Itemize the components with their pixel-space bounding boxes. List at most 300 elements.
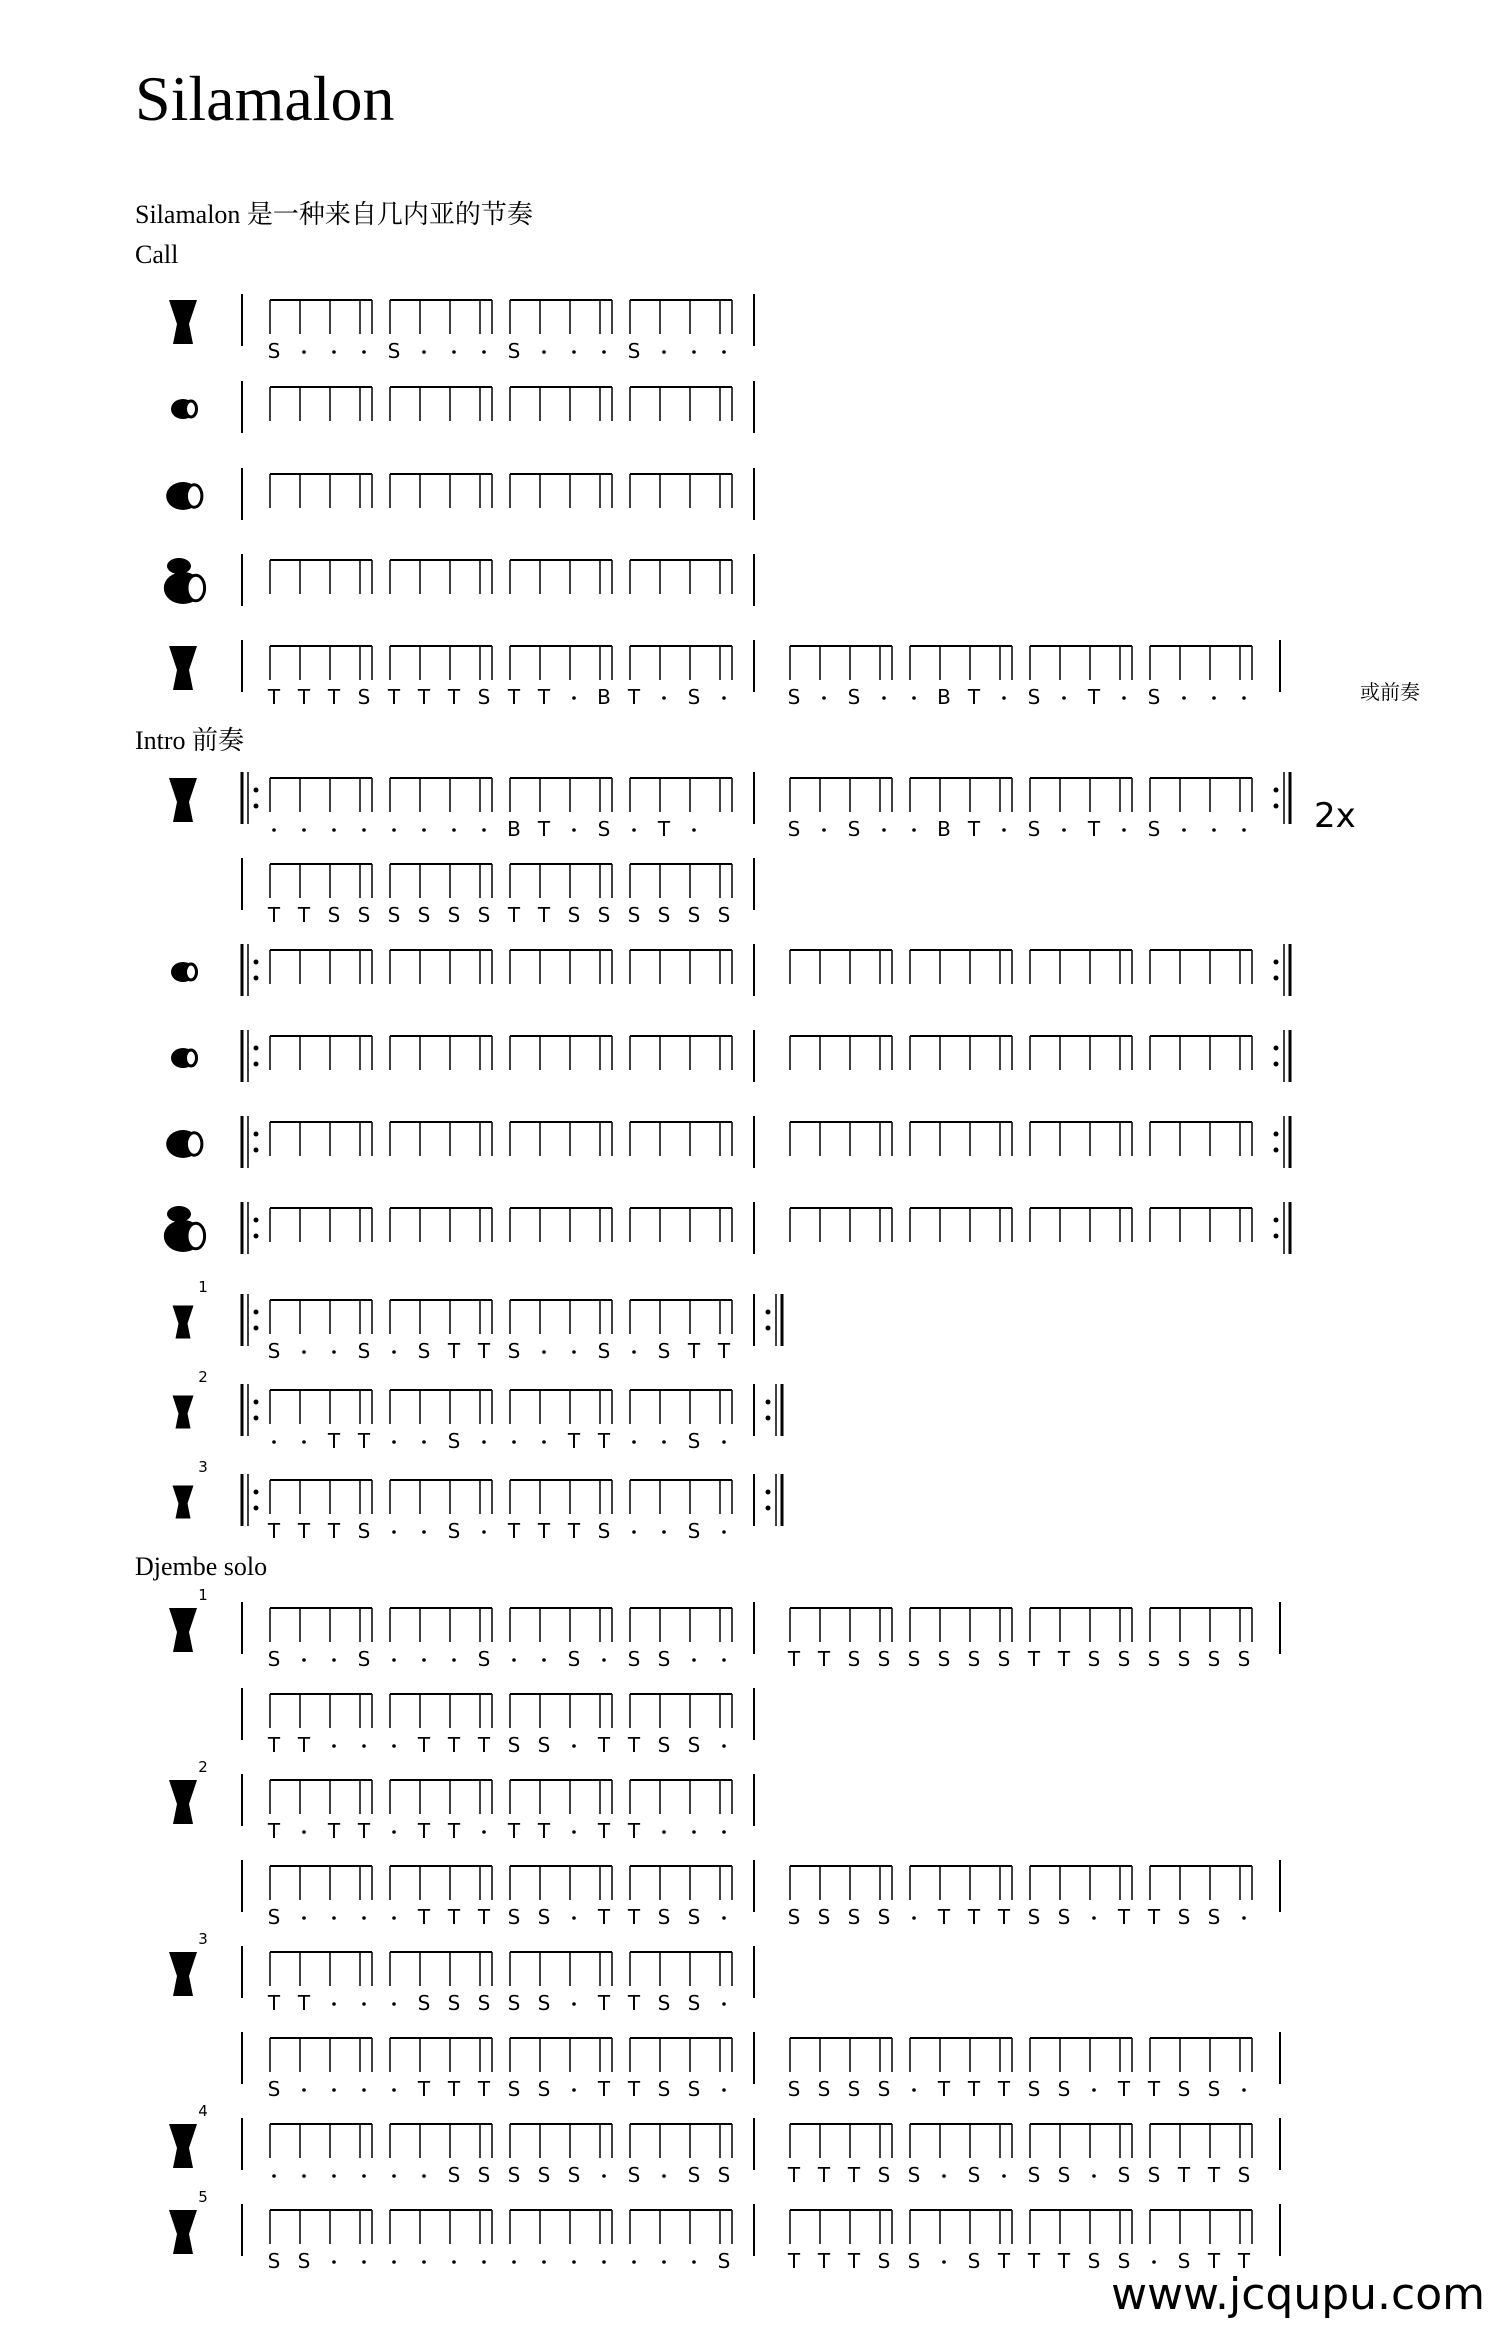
measure-g0-note: T <box>297 1733 311 1757</box>
measure-g3-note: S <box>717 2249 731 2273</box>
djembe-icon <box>169 2210 197 2254</box>
repeat-start-dot <box>254 1506 259 1511</box>
measure-g1-rest <box>392 828 396 832</box>
measure-g1-rest <box>482 828 486 832</box>
measure-g1-rest <box>392 1744 396 1748</box>
measure-g1-rest <box>912 2088 916 2092</box>
measure-g1-note: T <box>937 1905 951 1929</box>
measure-g0-note: S <box>787 685 801 709</box>
measure-g2-rest <box>1062 828 1066 832</box>
measure-g0-note: S <box>267 2077 281 2101</box>
measure-g0-note: S <box>787 1905 801 1929</box>
measure-g2-note: T <box>507 903 521 927</box>
repeat-end-dot <box>1274 960 1279 965</box>
measure-g3-note: S <box>687 903 701 927</box>
measure-g0-note: S <box>847 817 861 841</box>
variation-number: 2 <box>198 1758 208 1776</box>
measure-g2-rest <box>1092 1916 1096 1920</box>
measure-g2-note: S <box>537 1991 551 2015</box>
measure-g3-note: S <box>687 2077 701 2101</box>
measure-g2-note: S <box>1057 2077 1071 2101</box>
kenkeni-icon-head <box>186 964 197 980</box>
measure-g1-rest <box>482 350 486 354</box>
measure-g1-note: T <box>967 817 981 841</box>
repeat-end-dot <box>766 1400 771 1405</box>
measure-g3-note: S <box>1207 1647 1221 1671</box>
measure-g3-note: S <box>687 1905 701 1929</box>
measure-g0-rest <box>302 1830 306 1834</box>
measure-g0-note: T <box>297 685 311 709</box>
measure-g0-note: S <box>847 2077 861 2101</box>
repeat-end-dot <box>1274 1218 1279 1223</box>
measure-g2-note: T <box>567 1519 581 1543</box>
measure-g0-note: T <box>267 1819 281 1843</box>
measure-g1-note: T <box>417 685 431 709</box>
measure-g0-rest <box>332 2088 336 2092</box>
measure-g2-note: T <box>507 1819 521 1843</box>
measure-g0-note: T <box>297 903 311 927</box>
measure-g1-note: T <box>967 2077 981 2101</box>
measure-g2-rest <box>602 2260 606 2264</box>
measure-g2-note: S <box>1057 1905 1071 1929</box>
measure-g3-note: S <box>687 2163 701 2187</box>
measure-g0-rest <box>332 1916 336 1920</box>
measure-g0-note: T <box>357 1429 371 1453</box>
repeat-end-dot <box>1274 1062 1279 1067</box>
measure-g1-note: T <box>477 2077 491 2101</box>
repeat-start-dot <box>254 960 259 965</box>
repeat-start-dot <box>254 1490 259 1495</box>
measure-g1-note: T <box>477 1339 491 1363</box>
measure-g1-rest <box>482 1530 486 1534</box>
measure-g3-rest <box>722 350 726 354</box>
measure-g0-rest <box>362 828 366 832</box>
measure-g1-note: S <box>477 1991 491 2015</box>
measure-g3-note: S <box>657 1991 671 2015</box>
measure-g2-rest <box>542 2260 546 2264</box>
repeat-start-dot <box>254 1310 259 1315</box>
measure-g0-note: S <box>877 1905 891 1929</box>
measure-g1-note: T <box>937 2077 951 2101</box>
measure-g2-rest <box>542 350 546 354</box>
measure-g3-note: S <box>1177 1905 1191 1929</box>
measure-g1-note: S <box>477 2163 491 2187</box>
measure-g3-rest <box>662 350 666 354</box>
measure-g1-note: T <box>997 2249 1011 2273</box>
measure-g1-rest <box>482 1440 486 1444</box>
section-djembe-solo: Djembe solo <box>135 1552 268 1581</box>
measure-g0-note: S <box>877 1647 891 1671</box>
measure-g3-note: S <box>1207 1905 1221 1929</box>
measure-g1-rest <box>942 2260 946 2264</box>
measure-g3-note: S <box>1207 2077 1221 2101</box>
measure-g0-note: T <box>327 1819 341 1843</box>
measure-g2-note: S <box>1117 1647 1131 1671</box>
repeat-end-dot <box>1274 804 1279 809</box>
measure-g3-rest <box>1212 828 1216 832</box>
measure-g2-note: S <box>507 1905 521 1929</box>
repeat-start-dot <box>254 804 259 809</box>
measure-g3-note: S <box>657 1647 671 1671</box>
measure-g0-note: T <box>267 903 281 927</box>
measure-g3-rest <box>662 1440 666 1444</box>
measure-g2-note: T <box>507 685 521 709</box>
measure-g2-rest <box>542 1350 546 1354</box>
measure-g3-note: T <box>627 1991 641 2015</box>
djembe-icon <box>169 1952 197 1996</box>
measure-g1-rest <box>942 2174 946 2178</box>
measure-g1-rest <box>1002 2174 1006 2178</box>
measure-g3-rest <box>722 2088 726 2092</box>
measure-g2-note: T <box>537 817 551 841</box>
measure-g0-note: T <box>817 2163 831 2187</box>
measure-g1-rest <box>392 1830 396 1834</box>
measure-g1-rest <box>452 1658 456 1662</box>
measure-g3-rest <box>722 696 726 700</box>
measure-g2-rest <box>572 1830 576 1834</box>
measure-g1-note: S <box>907 2163 921 2187</box>
measure-g1-note: T <box>967 685 981 709</box>
measure-g0-note: S <box>847 1905 861 1929</box>
djembe-icon <box>169 646 197 690</box>
measure-g3-note: S <box>687 1429 701 1453</box>
rhythm-description: Silamalon 是一种来自几内亚的节奏 <box>135 200 533 229</box>
repeat-end-dot <box>1274 1046 1279 1051</box>
measure-g2-rest <box>572 2002 576 2006</box>
repeat-start-dot <box>254 788 259 793</box>
measure-g0-note: T <box>267 685 281 709</box>
measure-g2-note: T <box>537 685 551 709</box>
measure-g0-note: T <box>787 2163 801 2187</box>
measure-g3-note: S <box>1147 2163 1161 2187</box>
measure-g0-rest <box>302 2174 306 2178</box>
measure-g0-note: T <box>297 1991 311 2015</box>
measure-g3-rest <box>662 2174 666 2178</box>
repeat-start-dot <box>254 1400 259 1405</box>
measure-g1-note: T <box>417 1819 431 1843</box>
measure-g1-note: S <box>967 2249 981 2273</box>
measure-g2-rest <box>572 350 576 354</box>
measure-g3-rest <box>1242 696 1246 700</box>
repeat-end-dot <box>1274 1234 1279 1239</box>
measure-g2-note: S <box>567 903 581 927</box>
measure-g3-note: S <box>687 685 701 709</box>
measure-g3-note: T <box>1177 2163 1191 2187</box>
measure-g1-rest <box>392 2002 396 2006</box>
measure-g3-note: S <box>1147 817 1161 841</box>
measure-g3-rest <box>632 1350 636 1354</box>
measure-g0-rest <box>882 828 886 832</box>
djembe-icon <box>169 1608 197 1652</box>
measure-g3-note: T <box>1147 1905 1161 1929</box>
measure-g2-note: T <box>1027 2249 1041 2273</box>
measure-g1-note: T <box>417 2077 431 2101</box>
measure-g2-rest <box>572 1916 576 1920</box>
measure-g3-rest <box>1242 2088 1246 2092</box>
sangban-icon-head <box>187 485 202 507</box>
measure-g1-note: B <box>937 817 951 841</box>
measure-g0-rest <box>822 696 826 700</box>
measure-g2-note: S <box>537 1905 551 1929</box>
measure-g3-rest <box>722 1530 726 1534</box>
measure-g0-note: S <box>357 1339 371 1363</box>
measure-g1-note: T <box>447 2077 461 2101</box>
measure-g2-note: S <box>1027 1905 1041 1929</box>
measure-g2-note: S <box>537 1733 551 1757</box>
repeat-end-dot <box>766 1310 771 1315</box>
measure-g3-rest <box>722 1830 726 1834</box>
measure-g3-note: T <box>687 1339 701 1363</box>
sangban-icon-head <box>187 1133 202 1155</box>
measure-g3-note: T <box>627 2077 641 2101</box>
measure-g1-rest <box>1002 828 1006 832</box>
measure-g3-note: S <box>1147 1647 1161 1671</box>
measure-g1-note: T <box>477 1905 491 1929</box>
measure-g3-note: S <box>1147 685 1161 709</box>
measure-g2-note: T <box>1027 1647 1041 1671</box>
djembe-icon <box>169 300 197 344</box>
measure-g0-note: S <box>847 685 861 709</box>
variation-number: 1 <box>198 1586 208 1604</box>
measure-g3-note: S <box>687 1733 701 1757</box>
measure-g1-note: T <box>447 1819 461 1843</box>
measure-g0-note: S <box>847 1647 861 1671</box>
measure-g2-rest <box>542 1658 546 1662</box>
measure-g1-note: S <box>907 1647 921 1671</box>
measure-g2-note: S <box>1117 2163 1131 2187</box>
measure-g3-note: S <box>1177 2249 1191 2273</box>
measure-g2-rest <box>572 2088 576 2092</box>
measure-g3-rest <box>662 1530 666 1534</box>
measure-g2-note: S <box>1027 817 1041 841</box>
measure-g2-note: T <box>597 2077 611 2101</box>
measure-g1-note: S <box>387 903 401 927</box>
measure-g0-rest <box>332 1350 336 1354</box>
measure-g2-note: T <box>1087 685 1101 709</box>
measure-g2-note: S <box>1087 2249 1101 2273</box>
repeat-end-dot <box>766 1506 771 1511</box>
measure-g1-note: S <box>387 339 401 363</box>
djembe-icon <box>169 2124 197 2168</box>
repeat-end-dot <box>766 1416 771 1421</box>
repeat-end-dot <box>1274 976 1279 981</box>
measure-g1-note: S <box>447 1429 461 1453</box>
measure-g2-rest <box>572 1744 576 1748</box>
measure-g3-rest <box>1182 696 1186 700</box>
measure-g0-note: S <box>877 2163 891 2187</box>
measure-g2-note: S <box>1087 1647 1101 1671</box>
measure-g0-rest <box>362 1916 366 1920</box>
measure-g3-note: S <box>1177 1647 1191 1671</box>
measure-g2-note: S <box>597 903 611 927</box>
measure-g1-note: T <box>967 1905 981 1929</box>
measure-g0-note: S <box>787 2077 801 2101</box>
measure-g1-note: S <box>447 1991 461 2015</box>
djembe-icon <box>173 1306 194 1339</box>
measure-g1-note: T <box>417 1733 431 1757</box>
variation-number: 4 <box>198 2102 208 2120</box>
measure-g1-note: S <box>967 1647 981 1671</box>
measure-g1-note: S <box>477 685 491 709</box>
measure-g1-note: S <box>477 1647 491 1671</box>
measure-g1-note: T <box>447 1905 461 1929</box>
repeat-start-dot <box>254 976 259 981</box>
measure-g1-rest <box>422 350 426 354</box>
measure-g2-note: T <box>1117 1905 1131 1929</box>
dundunba-icon-head <box>187 575 205 601</box>
measure-g3-note: S <box>1237 1647 1251 1671</box>
measure-g2-rest <box>572 828 576 832</box>
measure-g2-note: B <box>507 817 521 841</box>
measure-g1-rest <box>392 2260 396 2264</box>
measure-g2-note: T <box>567 1429 581 1453</box>
measure-g1-note: S <box>417 903 431 927</box>
measure-g2-note: B <box>597 685 611 709</box>
measure-g1-rest <box>422 1658 426 1662</box>
repeat-start-dot <box>254 1132 259 1137</box>
measure-g1-rest <box>912 828 916 832</box>
measure-g0-rest <box>302 828 306 832</box>
repeat-end-dot <box>1274 1148 1279 1153</box>
measure-g0-rest <box>332 1744 336 1748</box>
measure-g3-rest <box>722 1744 726 1748</box>
measure-g1-rest <box>422 1530 426 1534</box>
measure-g3-note: S <box>627 1647 641 1671</box>
measure-g2-note: S <box>1057 2163 1071 2187</box>
measure-g2-rest <box>512 1440 516 1444</box>
measure-g0-note: T <box>817 1647 831 1671</box>
measure-g2-note: S <box>597 817 611 841</box>
measure-g1-note: S <box>417 1339 431 1363</box>
measure-g3-note: T <box>627 685 641 709</box>
measure-g0-rest <box>332 1658 336 1662</box>
measure-g0-rest <box>822 828 826 832</box>
measure-g1-rest <box>422 2174 426 2178</box>
measure-g3-note: T <box>627 1819 641 1843</box>
measure-g2-note: T <box>597 1819 611 1843</box>
measure-g0-rest <box>302 1916 306 1920</box>
measure-g3-note: S <box>1177 2077 1191 2101</box>
measure-g1-note: T <box>387 685 401 709</box>
measure-g2-note: T <box>597 1991 611 2015</box>
measure-g1-note: S <box>447 1519 461 1543</box>
measure-g1-rest <box>482 2260 486 2264</box>
measure-g3-rest <box>722 1916 726 1920</box>
measure-g1-note: T <box>997 2077 1011 2101</box>
measure-g1-note: T <box>997 1905 1011 1929</box>
measure-g2-note: T <box>507 1519 521 1543</box>
measure-g0-note: T <box>327 685 341 709</box>
repeat-start-dot <box>254 1218 259 1223</box>
measure-g0-note: T <box>787 2249 801 2273</box>
measure-g0-rest <box>362 350 366 354</box>
measure-g2-note: S <box>567 1647 581 1671</box>
djembe-icon <box>169 778 197 822</box>
measure-g3-rest <box>1212 696 1216 700</box>
measure-g2-note: S <box>507 2163 521 2187</box>
variation-number: 2 <box>198 1368 208 1386</box>
variation-number: 3 <box>198 1458 208 1476</box>
repeat-start-dot <box>254 1234 259 1239</box>
measure-g2-note: S <box>507 2077 521 2101</box>
measure-g3-note: S <box>657 1905 671 1929</box>
measure-g3-note: S <box>687 1991 701 2015</box>
measure-g0-note: S <box>267 1339 281 1363</box>
djembe-icon <box>173 1396 194 1429</box>
measure-g1-note: S <box>417 1991 431 2015</box>
measure-g0-note: T <box>267 1519 281 1543</box>
measure-g3-rest <box>722 2002 726 2006</box>
repeat-end-dot <box>1274 1132 1279 1137</box>
measure-g0-note: S <box>297 2249 311 2273</box>
measure-g0-rest <box>332 350 336 354</box>
measure-g1-rest <box>452 350 456 354</box>
measure-g1-note: B <box>937 685 951 709</box>
measure-g0-note: S <box>357 1519 371 1543</box>
measure-g3-note: S <box>657 903 671 927</box>
measure-g1-note: T <box>417 1905 431 1929</box>
measure-g0-rest <box>302 1350 306 1354</box>
variation-number: 5 <box>198 2188 208 2206</box>
measure-g0-note: S <box>267 339 281 363</box>
measure-g3-rest <box>692 828 696 832</box>
measure-g2-note: S <box>1027 2163 1041 2187</box>
measure-g2-rest <box>512 1658 516 1662</box>
repeat-end-dot <box>766 1490 771 1495</box>
measure-g1-rest <box>392 1658 396 1662</box>
measure-g2-note: T <box>597 1429 611 1453</box>
measure-g3-rest <box>692 2260 696 2264</box>
measure-g2-rest <box>572 2260 576 2264</box>
measure-g2-rest <box>1092 2174 1096 2178</box>
measure-g1-rest <box>1002 696 1006 700</box>
measure-g0-rest <box>362 2088 366 2092</box>
measure-g1-note: T <box>447 1339 461 1363</box>
repeat-start-dot <box>254 1148 259 1153</box>
measure-g1-rest <box>482 1830 486 1834</box>
measure-g3-rest <box>662 696 666 700</box>
call-alternative-note: 或前奏 <box>1360 680 1420 704</box>
measure-g1-note: S <box>997 1647 1011 1671</box>
measure-g3-note: S <box>717 2163 731 2187</box>
measure-g0-note: S <box>357 685 371 709</box>
measure-g1-rest <box>392 1530 396 1534</box>
measure-g2-note: T <box>537 1519 551 1543</box>
measure-g3-note: S <box>657 1733 671 1757</box>
measure-g2-note: S <box>507 1339 521 1363</box>
measure-g1-note: T <box>447 1733 461 1757</box>
measure-g2-note: S <box>1117 2249 1131 2273</box>
measure-g2-note: T <box>597 1905 611 1929</box>
measure-g0-rest <box>882 696 886 700</box>
measure-g3-note: S <box>657 2077 671 2101</box>
measure-g3-rest <box>662 2260 666 2264</box>
measure-g1-note: S <box>447 2163 461 2187</box>
measure-g2-note: S <box>597 1519 611 1543</box>
measure-g2-rest <box>572 696 576 700</box>
measure-g2-rest <box>572 1350 576 1354</box>
measure-g2-rest <box>1062 696 1066 700</box>
measure-g3-note: S <box>1237 2163 1251 2187</box>
measure-g2-note: T <box>537 1819 551 1843</box>
page-title: Silamalon <box>135 63 395 134</box>
repeat-end-dot <box>1274 788 1279 793</box>
djembe-icon <box>173 1486 194 1519</box>
measure-g2-rest <box>542 1440 546 1444</box>
measure-g0-note: S <box>817 2077 831 2101</box>
measure-g1-rest <box>912 1916 916 1920</box>
measure-g3-note: T <box>1207 2249 1221 2273</box>
